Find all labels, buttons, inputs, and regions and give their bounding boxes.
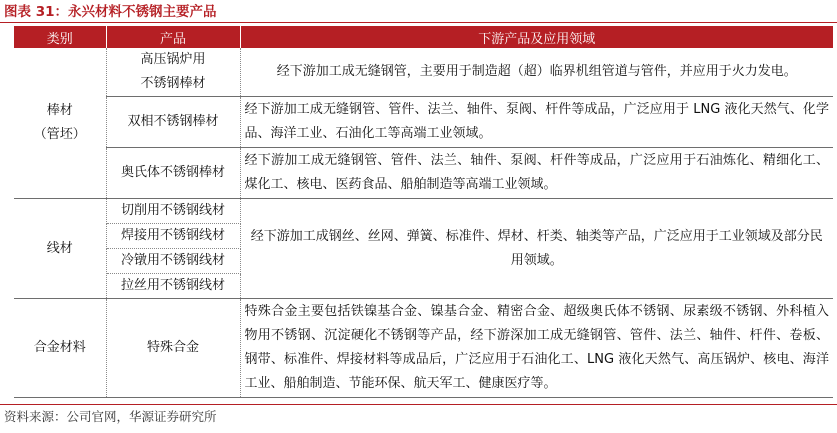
figure-title: 图表 31：永兴材料不锈钢主要产品 xyxy=(4,4,217,20)
product-cell: 拉丝用不锈钢线材 xyxy=(106,274,240,299)
desc-cell: 经下游加工成无缝钢管、管件、法兰、轴件、泵阀、杆件等成品，广泛应用于石油炼化、精细化工、煤化工、核电、医药食品、船舶制造等高端工业领域。 xyxy=(240,148,833,199)
product-cell: 特殊合金 xyxy=(106,299,240,398)
table-row xyxy=(14,97,833,148)
header-category: 类别 xyxy=(14,26,106,48)
product-cell: 高压锅炉用 不锈钢棒材 xyxy=(106,48,240,97)
source-divider xyxy=(0,404,837,405)
source-note: 资料来源：公司官网，华源证券研究所 xyxy=(4,409,217,424)
desc-cell: 特殊合金主要包括铁镍基合金、镍基合金、精密合金、超级奥氏体不锈钢、尿素级不锈钢、外科植入物用不锈钢、沉淀硬化不锈钢等产品，经下游深加工成无缝钢管、管件、法兰、轴件、杆件、卷板、钢带、标准件、焊接材料等成品后，广泛应用于石油化工、LNG 液化天然气、高压锅炉、核电、海洋工业、船舶制造、节能环保、航天军工、健康医疗等。 xyxy=(240,299,833,398)
title-underline xyxy=(0,22,837,23)
product-cell: 切削用不锈钢线材 xyxy=(106,199,240,224)
product-cell: 冷镦用不锈钢线材 xyxy=(106,249,240,274)
table-row xyxy=(14,199,833,224)
header-product: 产品 xyxy=(106,26,240,48)
header-application: 下游产品及应用领域 xyxy=(240,26,833,48)
product-cell: 双相不锈钢棒材 xyxy=(106,97,240,148)
product-cell: 焊接用不锈钢线材 xyxy=(106,224,240,249)
table-row xyxy=(14,148,833,199)
category-cell-wire: 线材 xyxy=(14,199,106,299)
desc-cell: 经下游加工成无缝钢管、管件、法兰、轴件、泵阀、杆件等成品，广泛应用于 LNG 液化天然气、化学品、海洋工业、石油化工等高端工业领域。 xyxy=(240,97,833,148)
desc-cell: 经下游加工成钢丝、丝网、弹簧、标准件、焊材、杆类、轴类等产品，广泛应用于工业领域及部分民用领域。 xyxy=(240,199,833,299)
category-cell-bar: 棒材 （管坯） xyxy=(14,48,106,199)
table-header-row xyxy=(14,26,833,48)
table-row xyxy=(14,299,833,398)
category-cell-alloy: 合金材料 xyxy=(14,299,106,398)
desc-cell: 经下游加工成无缝钢管，主要用于制造超（超）临界机组管道与管件，并应用于火力发电。 xyxy=(240,48,833,97)
table-row xyxy=(14,48,833,97)
products-table xyxy=(14,26,833,398)
product-cell: 奥氏体不锈钢棒材 xyxy=(106,148,240,199)
